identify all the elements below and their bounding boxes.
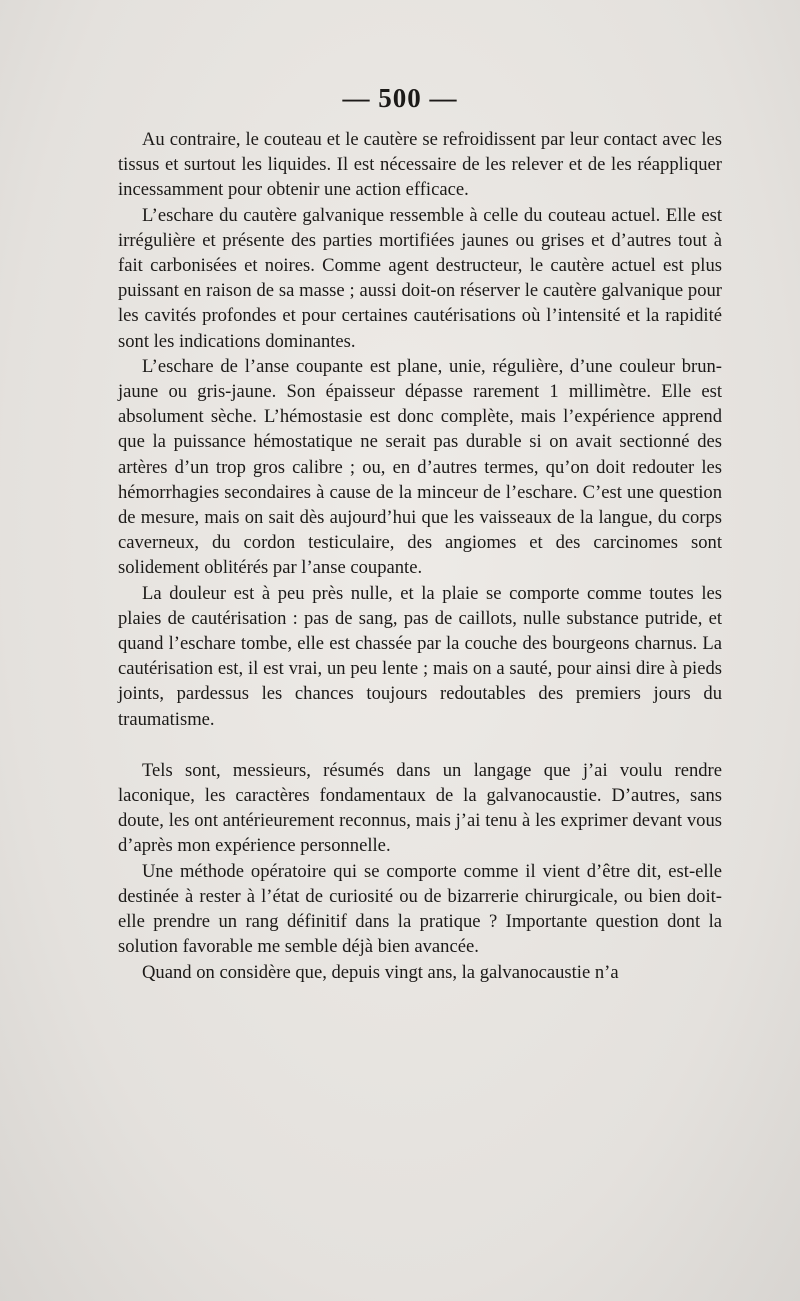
paragraph: Quand on considère que, depuis vingt ans, la galvanocaustie n’a <box>142 961 619 983</box>
body-text <box>118 127 722 985</box>
paragraph: Une méthode opératoire qui se comporte comme il vient d’être dit, est-elle destinée à rester à l’état de curiosité ou de bizarrerie chirurgicale, ou bien doit-elle prendre un rang définitif dans la pratique ? Importante question dont la solution favorable me semble déjà bien avancée. <box>118 860 722 958</box>
paragraph: L’eschare de l’anse coupante est plane, unie, régulière, d’une couleur brun-jaune ou gris-jaune. Son épaisseur dépasse rarement 1 millimètre. Elle est absolument sèche. L’hémostasie est donc complète, mais l’expérience apprend que la puissance hémostatique ne serait pas durable si on avait sectionné des artères d’un trop gros calibre ; ou, en d’autres termes, qu’on doit redouter les hémorrhagies secondaires à cause de la minceur de l’eschare. C’est une question de mesure, mais on sait dès aujourd’hui que les vaisseaux de la langue, du corps caverneux, du cordon testiculaire, des angiomes et des carcinomes sont solidement oblitérés par l’anse coupante. <box>118 355 722 579</box>
paragraph: Tels sont, messieurs, résumés dans un langage que j’ai voulu rendre laconique, les caractères fondamentaux de la galvanocaustie. D’autres, sans doute, les ont antérieurement reconnus, mais j’ai tenu à les exprimer devant vous d’après mon expérience personnelle. <box>118 759 722 857</box>
paragraph: L’eschare du cautère galvanique ressemble à celle du couteau actuel. Elle est irrégulière et présente des parties mortifiées jaunes ou grises et d’autres tout à fait carbonisées et noires. Comme agent destructeur, le cautère actuel est plus puissant en raison de sa masse ; aussi doit-on réserver le cautère galvanique pour les cavités profondes et pour certaines cautérisations où l’intensité et la rapidité sont les indications dominantes. <box>118 204 722 352</box>
paragraph: La douleur est à peu près nulle, et la plaie se comporte comme toutes les plaies de cautérisation : pas de sang, pas de caillots, nulle substance putride, et quand l’eschare tombe, elle est chassée par la couche des bourgeons charnus. La cautérisation est, il est vrai, un peu lente ; mais on a sauté, pour ainsi dire à pieds joints, pardessus les chances toujours redoutables des premiers jours du traumatisme. <box>118 582 722 730</box>
paragraph: Au contraire, le couteau et le cautère se refroidissent par leur contact avec les tissus et surtout les liquides. Il est nécessaire de les relever et de les réappliquer incessamment pour obtenir une action efficace. <box>118 129 722 201</box>
section-gap <box>118 732 722 758</box>
page-number: — 500 — <box>342 83 458 113</box>
